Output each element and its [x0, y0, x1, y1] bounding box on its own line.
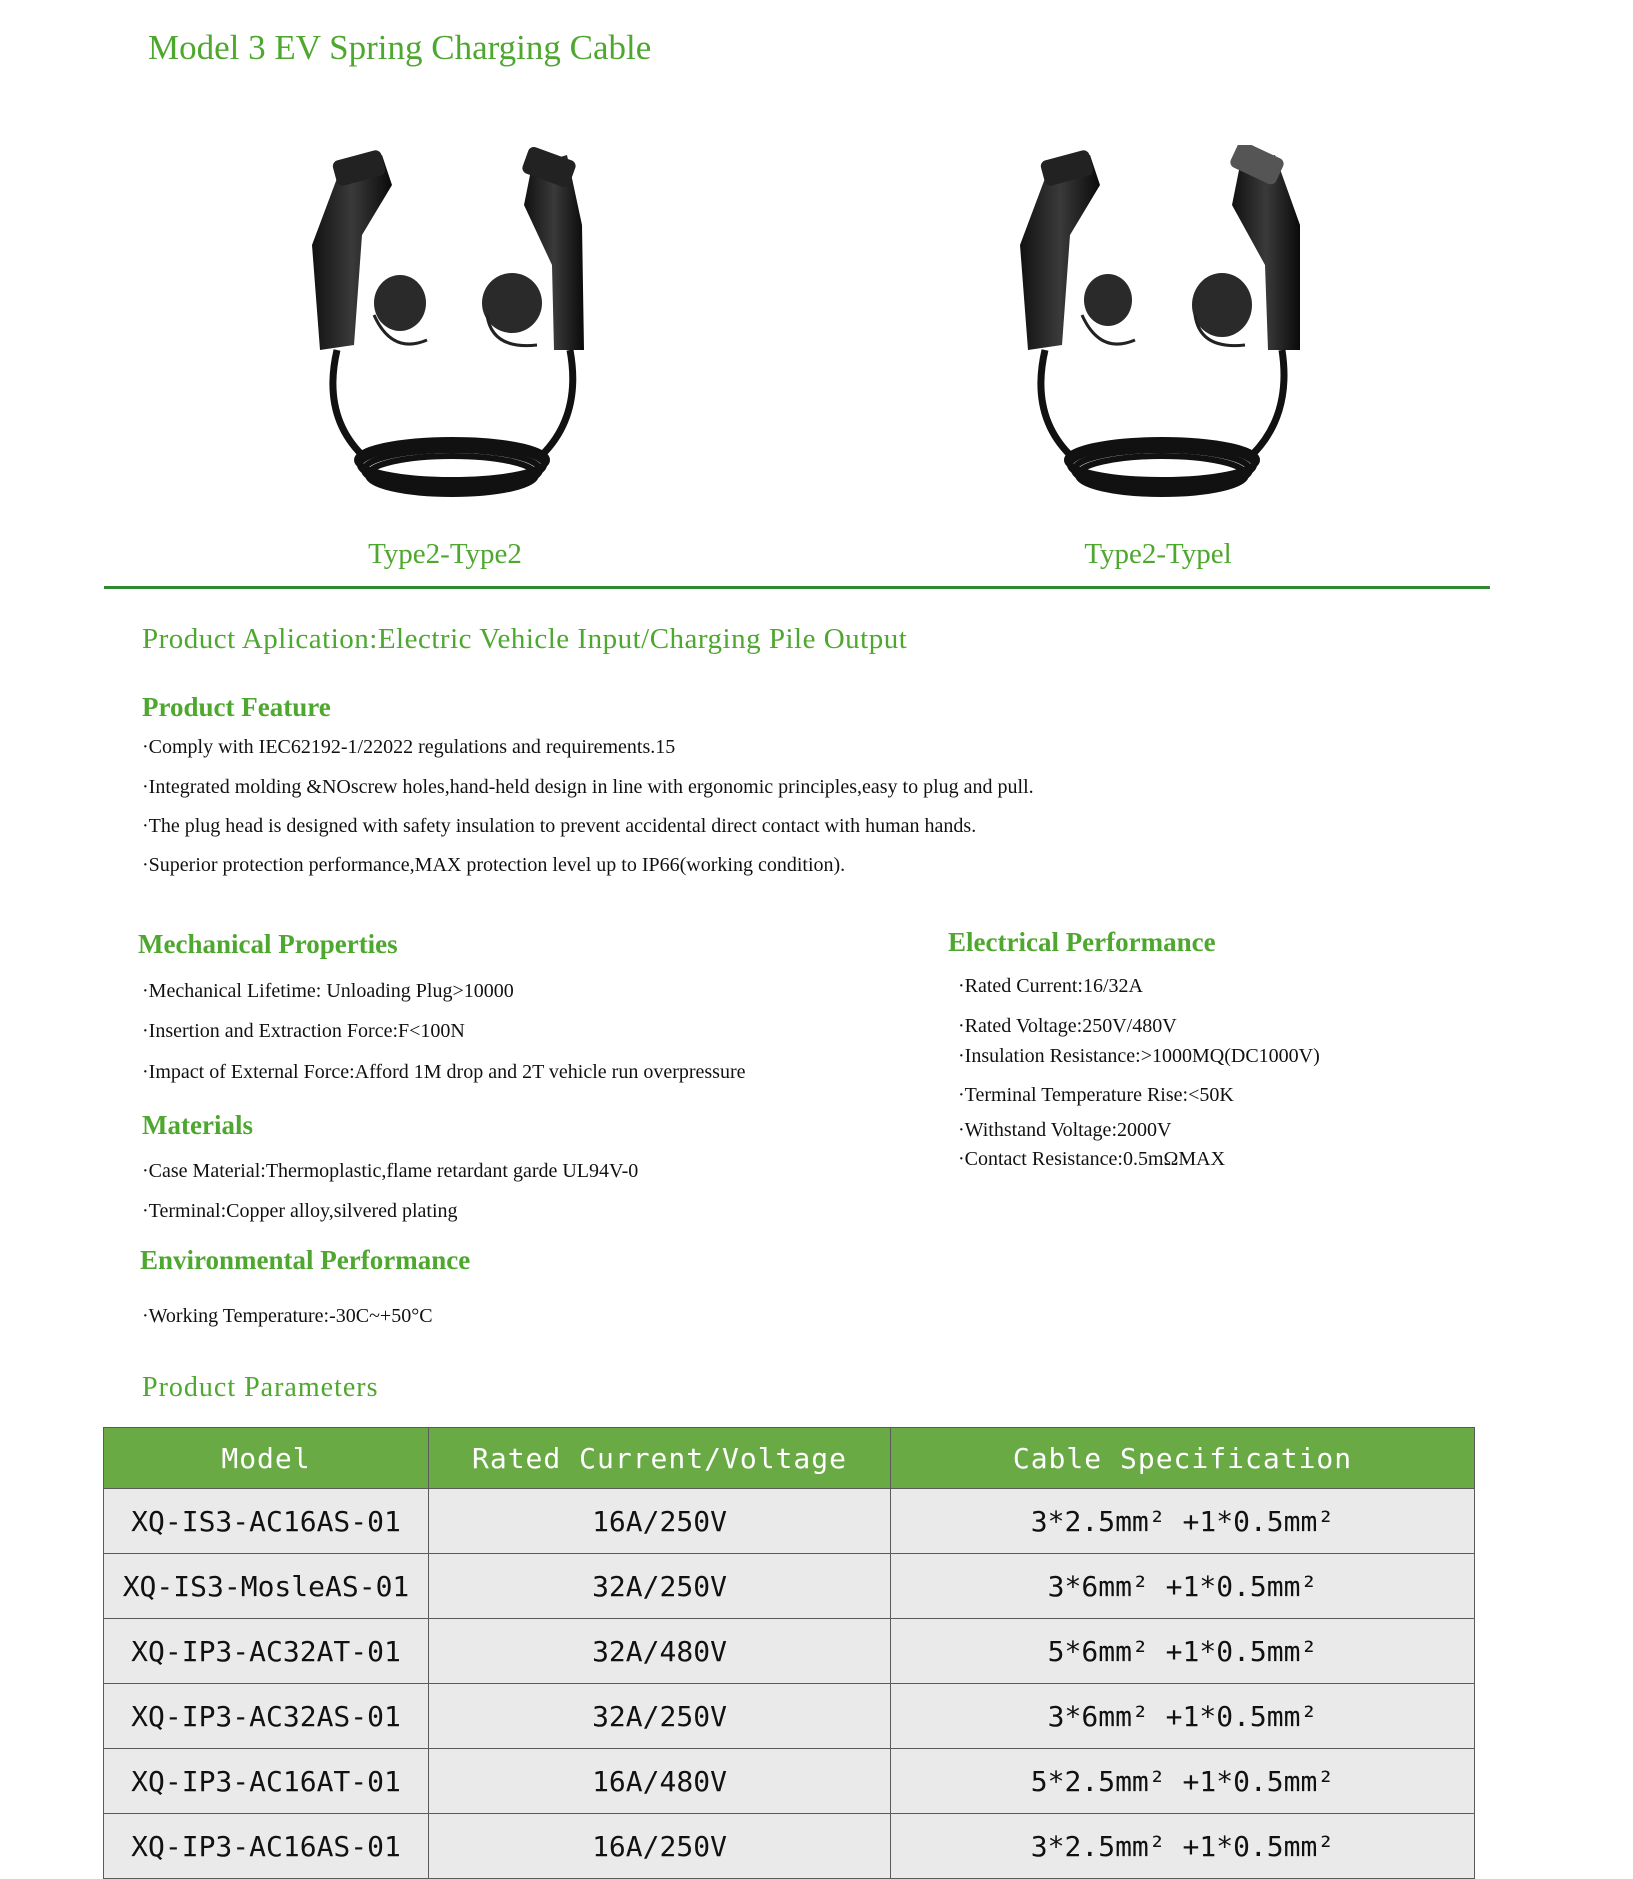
feature-item: ·Comply with IEC62192-1/22022 regulations and requirements.15: [142, 736, 676, 758]
table-row: [104, 1749, 1475, 1814]
cable-spec-cell: 5*2.5mm² +1*0.5mm²: [891, 1749, 1475, 1814]
charging-cable-image: [970, 145, 1350, 515]
table-header-row: [104, 1428, 1475, 1489]
product-caption: Type2-Typel: [1084, 538, 1232, 570]
electrical-item: ·Rated Current:16/32A: [958, 975, 1143, 997]
rating-cell: 16A/480V: [429, 1749, 891, 1814]
model-cell: XQ-IS3-AC16AS-01: [104, 1489, 429, 1554]
electrical-heading: Electrical Performance: [948, 927, 1216, 957]
product-application: Product Aplication:Electric Vehicle Input/Charging Pile Output: [142, 623, 908, 655]
mechanical-item: ·Impact of External Force:Afford 1M drop and 2T vehicle run overpressure: [142, 1061, 746, 1083]
table-row: [104, 1489, 1475, 1554]
divider: [104, 586, 1490, 589]
electrical-item: ·Terminal Temperature Rise:<50K: [958, 1084, 1234, 1106]
mechanical-item: ·Insertion and Extraction Force:F<100N: [142, 1020, 465, 1042]
rating-cell: 16A/250V: [429, 1489, 891, 1554]
page-title: Model 3 EV Spring Charging Cable: [148, 28, 652, 67]
rating-cell: 32A/250V: [429, 1554, 891, 1619]
environmental-item: ·Working Temperature:-30C~+50°C: [142, 1305, 433, 1327]
cable-spec-cell: 5*6mm² +1*0.5mm²: [891, 1619, 1475, 1684]
model-cell: XQ-IP3-AC32AS-01: [104, 1684, 429, 1749]
rating-cell: 32A/480V: [429, 1619, 891, 1684]
charging-cable-image: [262, 145, 642, 515]
model-cell: XQ-IS3-MosleAS-01: [104, 1554, 429, 1619]
column-header: Cable Specification: [891, 1428, 1475, 1489]
model-cell: XQ-IP3-AC16AS-01: [104, 1814, 429, 1879]
table-row: [104, 1554, 1475, 1619]
product-caption: Type2-Type2: [368, 538, 522, 570]
column-header: Model: [104, 1428, 429, 1489]
table-row: [104, 1619, 1475, 1684]
feature-item: ·Superior protection performance,MAX protection level up to IP66(working condition).: [142, 854, 846, 876]
feature-heading: Product Feature: [142, 692, 331, 722]
cable-spec-cell: 3*2.5mm² +1*0.5mm²: [891, 1489, 1475, 1554]
model-cell: XQ-IP3-AC16AT-01: [104, 1749, 429, 1814]
table-row: [104, 1684, 1475, 1749]
cable-spec-cell: 3*6mm² +1*0.5mm²: [891, 1554, 1475, 1619]
params-heading: Product Parameters: [142, 1372, 379, 1403]
materials-item: ·Terminal:Copper alloy,silvered plating: [142, 1200, 458, 1222]
environmental-heading: Environmental Performance: [140, 1245, 471, 1275]
mechanical-heading: Mechanical Properties: [138, 929, 398, 959]
parameters-table: [103, 1427, 1475, 1879]
cable-spec-cell: 3*2.5mm² +1*0.5mm²: [891, 1814, 1475, 1879]
feature-item: ·Integrated molding &NOscrew holes,hand-held design in line with ergonomic principles,easy to plug and pull.: [142, 776, 1034, 798]
materials-heading: Materials: [142, 1110, 253, 1140]
electrical-item: ·Insulation Resistance:>1000MQ(DC1000V): [958, 1045, 1320, 1067]
electrical-item: ·Contact Resistance:0.5mΩMAX: [958, 1148, 1226, 1170]
column-header: Rated Current/Voltage: [429, 1428, 891, 1489]
cable-spec-cell: 3*6mm² +1*0.5mm²: [891, 1684, 1475, 1749]
electrical-item: ·Withstand Voltage:2000V: [958, 1119, 1172, 1141]
table-row: [104, 1814, 1475, 1879]
rating-cell: 32A/250V: [429, 1684, 891, 1749]
electrical-item: ·Rated Voltage:250V/480V: [958, 1015, 1177, 1037]
feature-item: ·The plug head is designed with safety insulation to prevent accidental direct contact with human hands.: [142, 815, 977, 837]
model-cell: XQ-IP3-AC32AT-01: [104, 1619, 429, 1684]
mechanical-item: ·Mechanical Lifetime: Unloading Plug>10000: [142, 980, 514, 1002]
materials-item: ·Case Material:Thermoplastic,flame retardant garde UL94V-0: [142, 1160, 639, 1182]
rating-cell: 16A/250V: [429, 1814, 891, 1879]
